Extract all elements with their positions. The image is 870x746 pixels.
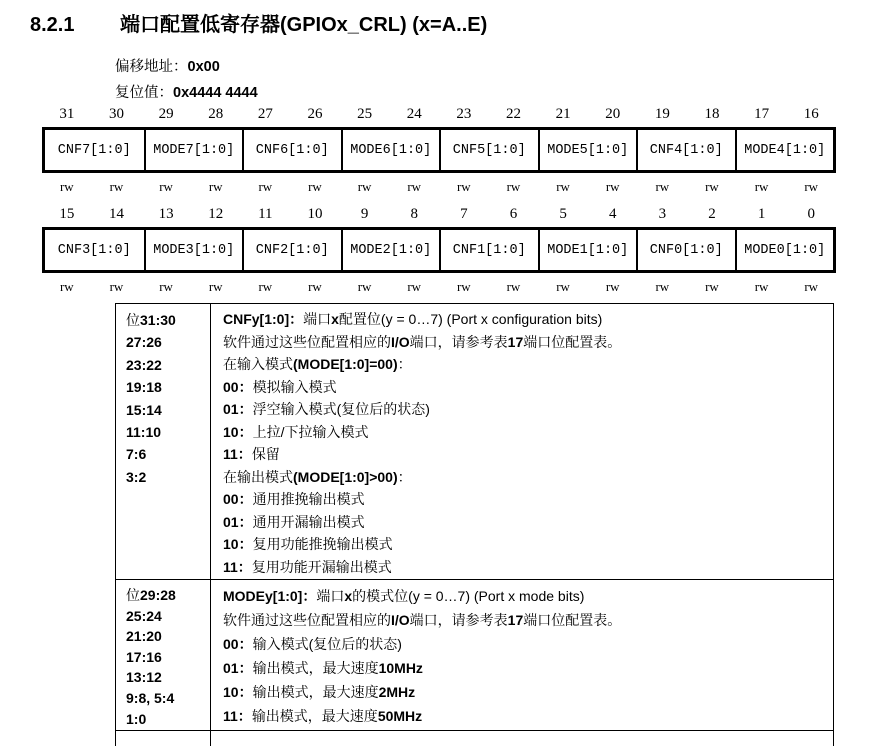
bit-range-column: [116, 304, 211, 579]
register-field-cell: CNF4[1:0]: [636, 130, 735, 170]
bit-range: 11:10: [126, 424, 162, 441]
rw-label: rw: [258, 279, 273, 294]
register-field-cell: MODE3[1:0]: [144, 230, 243, 270]
rw-label: rw: [506, 279, 521, 294]
reset-value-line: [115, 81, 258, 102]
register-field-cell: CNF3[1:0]: [57, 242, 131, 258]
register-field-cell: CNF5[1:0]: [439, 130, 538, 170]
register-table-high: [42, 127, 836, 173]
rw-label: rw: [605, 179, 620, 194]
register-field-cell: MODE5[1:0]: [538, 130, 637, 170]
rw-label: rw: [208, 179, 223, 194]
description-table: [115, 303, 834, 746]
bit-number: 18: [704, 106, 720, 122]
bit-number: 5: [559, 206, 567, 222]
register-field-cell: MODE1[1:0]: [538, 230, 637, 270]
register-field-cell: MODE4[1:0]: [735, 130, 834, 170]
bit-number: 9: [360, 206, 369, 222]
bit-number: 8: [410, 206, 418, 222]
register-field-cell: CNF2[1:0]: [242, 230, 341, 270]
bit-range: 1:0: [126, 710, 147, 727]
reset-value-label: 复位值：: [115, 85, 173, 101]
description-line: 10：复用功能推挽输出模式: [223, 536, 393, 552]
rw-access-row-high: [42, 179, 836, 195]
register-table-low: [42, 227, 836, 273]
rw-label: rw: [754, 179, 769, 194]
description-line: 10：输出模式，最大速度2MHz: [223, 684, 416, 700]
rw-label: rw: [357, 279, 372, 294]
bit-number: 29: [158, 106, 174, 122]
description-line: 11：输出模式，最大速度50MHz: [223, 708, 423, 724]
bit-number: 2: [708, 206, 716, 222]
field-description-column: [211, 304, 833, 579]
bit-number: 17: [754, 106, 770, 122]
description-line: 11：复用功能开漏输出模式: [223, 558, 392, 575]
rw-label: rw: [208, 279, 223, 294]
bit-number: 28: [208, 106, 224, 122]
rw-label: rw: [258, 179, 273, 194]
bit-range: 15:14: [126, 401, 162, 418]
description-line: 01：浮空输入模式(复位后的状态): [223, 401, 430, 417]
field-description-column: [211, 731, 833, 746]
register-field-cell: CNF0[1:0]: [636, 230, 735, 270]
bit-number: 6: [509, 206, 518, 222]
bit-number: 15: [59, 206, 75, 222]
rw-access-row-low: [42, 279, 836, 295]
bit-number: 31: [59, 106, 75, 122]
rw-label: rw: [109, 279, 124, 294]
reset-value-value: 0x4444 4444: [173, 85, 258, 101]
rw-label: rw: [804, 179, 819, 194]
rw-label: rw: [655, 179, 670, 194]
bit-number: 25: [357, 106, 373, 122]
bit-range: 13:12: [126, 669, 162, 686]
bit-number: 16: [803, 106, 819, 122]
bit-numbers-row-high: [42, 106, 836, 123]
bit-number: 10: [307, 206, 323, 222]
rw-label: rw: [655, 279, 670, 294]
bit-range: 25:24: [126, 607, 162, 624]
bit-number: 22: [505, 106, 521, 122]
offset-address-value: 0x00: [187, 59, 220, 75]
description-line: 00：模拟输入模式: [223, 378, 337, 395]
offset-address-label: 偏移地址：: [115, 59, 188, 75]
register-field-cell: MODE2[1:0]: [341, 230, 440, 270]
bit-number: 24: [406, 106, 422, 122]
rw-label: rw: [705, 179, 719, 194]
bit-number: 13: [158, 206, 174, 222]
rw-label: rw: [506, 179, 521, 194]
description-line: 00：输入模式(复位后的状态): [223, 636, 402, 652]
bit-range: 位31:30: [126, 312, 176, 328]
rw-label: rw: [556, 179, 570, 194]
rw-label: rw: [705, 279, 719, 294]
description-line: 01：通用开漏输出模式: [223, 513, 365, 530]
description-line: 在输出模式(MODE[1:0]>00)：: [223, 468, 412, 485]
rw-label: rw: [159, 179, 173, 194]
offset-address-line: [115, 55, 220, 76]
bit-number: 20: [605, 106, 621, 122]
table-row-cnf: [116, 304, 833, 580]
table-row-mode: [116, 580, 833, 731]
description-line: 00：通用推挽输出模式: [223, 491, 365, 507]
bit-range: 9:8, 5:4: [126, 689, 175, 706]
bit-number: 7: [460, 206, 468, 222]
bit-number: 27: [257, 106, 273, 122]
field-description-column: [211, 580, 833, 730]
register-field-cell: MODE0[1:0]: [735, 230, 834, 270]
rw-label: rw: [59, 279, 74, 294]
description-line: 软件通过这些位配置相应的I/O端口，请参考表17端口位配置表。: [223, 612, 622, 628]
rw-label: rw: [456, 279, 471, 294]
rw-label: rw: [754, 279, 769, 294]
bit-range: 27:26: [126, 334, 162, 351]
section-number: 8.2.1: [30, 14, 75, 36]
description-line: 01：输出模式，最大速度10MHz: [223, 660, 423, 676]
description-line: 10：上拉/下拉输入模式: [223, 423, 369, 440]
rw-label: rw: [804, 279, 819, 294]
register-field-cell: CNF6[1:0]: [242, 130, 341, 170]
bit-number: 0: [807, 206, 815, 222]
register-field-cell: CNF1[1:0]: [439, 230, 538, 270]
rw-label: rw: [308, 179, 322, 194]
rw-label: rw: [308, 279, 322, 294]
rw-label: rw: [456, 179, 471, 194]
bit-number: 12: [208, 206, 224, 222]
bit-range-column: [116, 580, 211, 730]
bit-number: 14: [108, 206, 124, 222]
rw-label: rw: [407, 279, 422, 294]
bit-number: 30: [108, 106, 124, 122]
bit-number: 19: [654, 106, 670, 122]
table-row-cutoff: [116, 731, 833, 746]
bit-range: 21:20: [126, 628, 162, 645]
bit-number: 11: [258, 206, 273, 222]
bit-range: 7:6: [126, 446, 147, 463]
rw-label: rw: [407, 179, 422, 194]
description-line: CNFy[1:0]：端口x配置位(y = 0…7) (Port x configuration bits): [223, 311, 603, 327]
bit-numbers-row-low: [42, 206, 836, 223]
bit-number: 21: [555, 106, 571, 122]
description-line: 在输入模式(MODE[1:0]=00)：: [223, 356, 412, 372]
rw-label: rw: [556, 279, 570, 294]
bit-number: 3: [658, 206, 667, 222]
bit-number: 4: [608, 206, 617, 222]
bit-range: 17:16: [126, 648, 162, 665]
bit-range: 位29:28: [126, 587, 176, 603]
rw-label: rw: [159, 279, 173, 294]
bit-range: 19:18: [126, 379, 162, 396]
page-title: 端口配置低寄存器(GPIOx_CRL) (x=A..E): [120, 14, 488, 36]
bit-range: 23:22: [126, 356, 162, 373]
bit-range-column: [116, 731, 211, 746]
register-field-cell: MODE7[1:0]: [144, 130, 243, 170]
register-field-cell: MODE6[1:0]: [341, 130, 440, 170]
rw-label: rw: [605, 279, 620, 294]
bit-range: 3:2: [126, 468, 147, 485]
bit-number: 26: [307, 106, 323, 122]
section-heading: [30, 8, 487, 37]
rw-label: rw: [59, 179, 74, 194]
register-field-cell: CNF7[1:0]: [57, 142, 131, 158]
rw-label: rw: [109, 179, 124, 194]
description-line: 软件通过这些位配置相应的I/O端口，请参考表17端口位配置表。: [223, 333, 622, 350]
description-line: MODEy[1:0]：端口x的模式位(y = 0…7) (Port x mode bits): [223, 588, 585, 604]
rw-label: rw: [357, 179, 372, 194]
bit-number: 23: [456, 106, 472, 122]
bit-number: 1: [757, 206, 766, 222]
description-line: 11：保留: [223, 446, 280, 462]
